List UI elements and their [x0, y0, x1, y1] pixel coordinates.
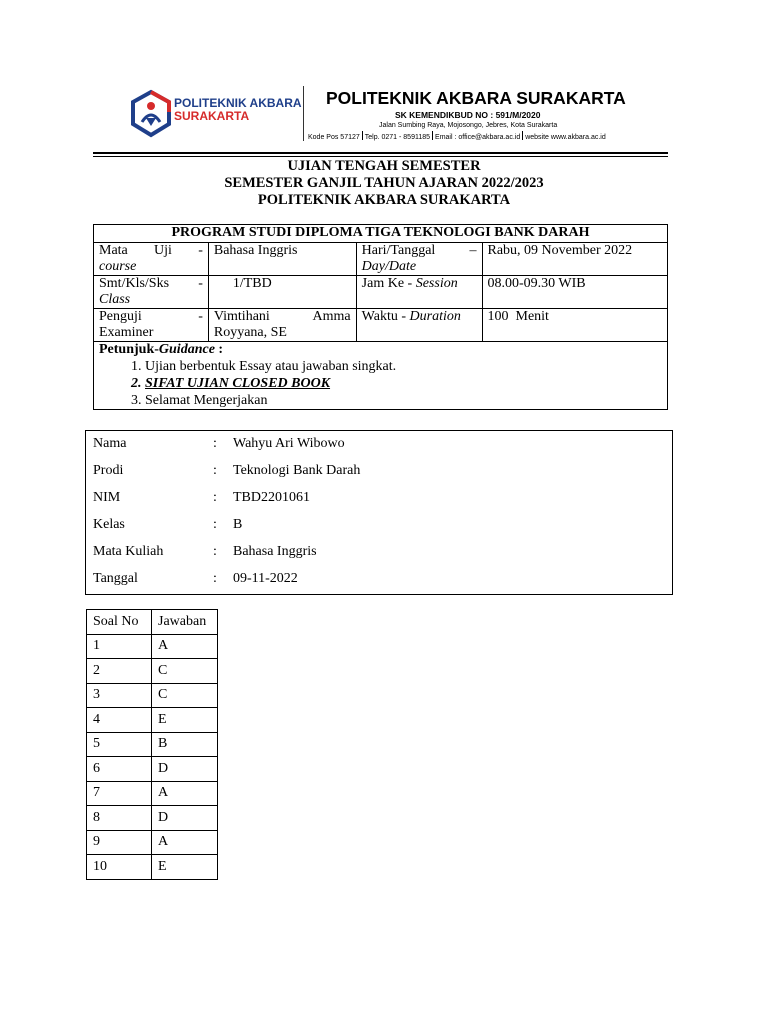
answer-value: D: [152, 757, 218, 782]
guidance-label-en: Guidance: [158, 342, 215, 357]
examiner-name-word: Vimtihani: [213, 309, 270, 324]
class-value: 1/TBD: [208, 276, 356, 309]
answer-value: C: [152, 683, 218, 708]
institution-title: POLITEKNIK AKBARA SURAKARTA: [257, 192, 511, 208]
institution-address: Jalan Sumbing Raya, Mojosongo, Jebres, Kota Surakarta: [379, 122, 558, 129]
answer-row: [87, 634, 218, 659]
field-value: Wahyu Ari Wibowo: [233, 436, 345, 451]
question-no: 9: [87, 830, 152, 855]
logo-text-line2: SURAKARTA: [174, 109, 250, 123]
course-label-cell: [94, 243, 209, 276]
answer-row: [87, 732, 218, 757]
guidance-label-text: Petunjuk-: [99, 342, 159, 357]
examiner-label-cell: [94, 309, 209, 342]
examiner-value-cell: [208, 309, 356, 342]
examiner-label-word: Penguji: [99, 309, 142, 324]
answer-value: A: [152, 781, 218, 806]
course-label-word: Uji: [154, 243, 172, 258]
guidance-item-text: SIFAT UJIAN CLOSED BOOK: [145, 376, 331, 391]
session-label-en: Session: [415, 276, 458, 291]
examiner-name-word: Amma: [312, 309, 351, 324]
answer-row: [87, 806, 218, 831]
class-label-word: Smt/Kls/Sks: [99, 276, 170, 291]
examiner-name-line2: Royyana, SE: [213, 325, 287, 340]
question-no: 2: [87, 659, 152, 684]
exam-info-table: [93, 224, 668, 410]
guidance-item-closed-book: [145, 375, 662, 392]
field-value: B: [233, 517, 243, 532]
header-answer: Jawaban: [152, 610, 218, 635]
date-label-word: Hari/Tanggal: [361, 243, 436, 258]
header-rule-thick: [93, 152, 668, 154]
guidance-item: 1. Ujian berbentuk Essay atau jawaban singkat.: [145, 358, 662, 375]
field-colon: :: [213, 571, 217, 586]
course-label-en: course: [99, 259, 137, 274]
field-label: Nama: [93, 436, 127, 451]
date-label-en: Day/Date: [361, 259, 417, 274]
phone-number: Telp. 0271 - 8591185: [364, 134, 431, 141]
guidance-label: [99, 342, 223, 357]
examiner-label-dash: -: [198, 309, 203, 324]
question-no: 7: [87, 781, 152, 806]
field-label: Kelas: [93, 517, 125, 532]
field-label: Mata Kuliah: [93, 544, 164, 559]
answer-row: [87, 757, 218, 782]
contact-line: [308, 131, 606, 141]
field-colon: :: [213, 490, 217, 505]
question-no: 10: [87, 855, 152, 880]
postal-code: Kode Pos 57127: [308, 134, 360, 141]
website: website www.akbara.ac.id: [525, 134, 606, 141]
course-value: Bahasa Inggris: [208, 243, 356, 276]
logo-text-line1: POLITEKNIK AKBARA: [174, 96, 302, 110]
answer-value: E: [152, 708, 218, 733]
question-no: 6: [87, 757, 152, 782]
session-label-cell: [356, 276, 482, 309]
header-question-no: Soal No: [87, 610, 152, 635]
guidance-colon: :: [214, 342, 224, 357]
answer-header-row: [87, 610, 218, 635]
institution-logo: [125, 88, 177, 140]
class-label-en: Class: [99, 292, 131, 307]
email-address: Email : office@akbara.ac.id: [435, 134, 521, 141]
field-colon: :: [213, 544, 217, 559]
answer-table: [86, 609, 218, 880]
date-label-cell: [356, 243, 482, 276]
field-colon: :: [213, 436, 217, 451]
semester-title: SEMESTER GANJIL TAHUN AJARAN 2022/2023: [224, 175, 544, 191]
question-no: 3: [87, 683, 152, 708]
duration-label: Waktu -: [361, 309, 410, 324]
duration-label-en: Duration: [409, 309, 461, 324]
answer-value: E: [152, 855, 218, 880]
letterhead-divider: [303, 86, 304, 141]
exam-title: UJIAN TENGAH SEMESTER: [287, 158, 481, 174]
examiner-label-en: Examiner: [99, 325, 154, 340]
question-no: 8: [87, 806, 152, 831]
answer-value: A: [152, 830, 218, 855]
duration-label-cell: [356, 309, 482, 342]
answer-value: A: [152, 634, 218, 659]
header-rule-thin: [93, 156, 668, 157]
session-value: 08.00-09.30 WIB: [482, 276, 668, 309]
question-no: 4: [87, 708, 152, 733]
institution-name: POLITEKNIK AKBARA SURAKARTA: [326, 88, 626, 108]
field-label: Tanggal: [93, 571, 138, 586]
guidance-item: 3. Selamat Mengerjakan: [145, 392, 662, 409]
answer-row: [87, 708, 218, 733]
field-value: 09-11-2022: [233, 571, 298, 586]
field-label: NIM: [93, 490, 121, 505]
field-value: Teknologi Bank Darah: [233, 463, 361, 478]
course-label-word: Mata: [99, 243, 128, 258]
guidance-cell: [94, 342, 668, 410]
answer-row: [87, 781, 218, 806]
class-label-dash: -: [198, 276, 203, 291]
field-colon: :: [213, 517, 217, 532]
session-label: Jam Ke -: [361, 276, 416, 291]
date-value: Rabu, 09 November 2022: [482, 243, 668, 276]
duration-value: 100 Menit: [482, 309, 668, 342]
field-value: TBD2201061: [233, 490, 310, 505]
answer-row: [87, 855, 218, 880]
decree-number: SK KEMENDIKBUD NO : 591/M/2020: [395, 110, 541, 120]
class-label-cell: [94, 276, 209, 309]
answer-value: C: [152, 659, 218, 684]
answer-row: [87, 830, 218, 855]
answer-row: [87, 659, 218, 684]
field-value: Bahasa Inggris: [233, 544, 317, 559]
course-label-dash: -: [198, 243, 203, 258]
guidance-list: [99, 358, 662, 409]
date-label-dash: –: [469, 243, 477, 258]
field-colon: :: [213, 463, 217, 478]
student-info-box: [85, 430, 673, 595]
question-no: 1: [87, 634, 152, 659]
question-no: 5: [87, 732, 152, 757]
program-header: PROGRAM STUDI DIPLOMA TIGA TEKNOLOGI BANK DARAH: [94, 225, 668, 243]
answer-value: D: [152, 806, 218, 831]
answer-value: B: [152, 732, 218, 757]
field-label: Prodi: [93, 463, 124, 478]
answer-row: [87, 683, 218, 708]
